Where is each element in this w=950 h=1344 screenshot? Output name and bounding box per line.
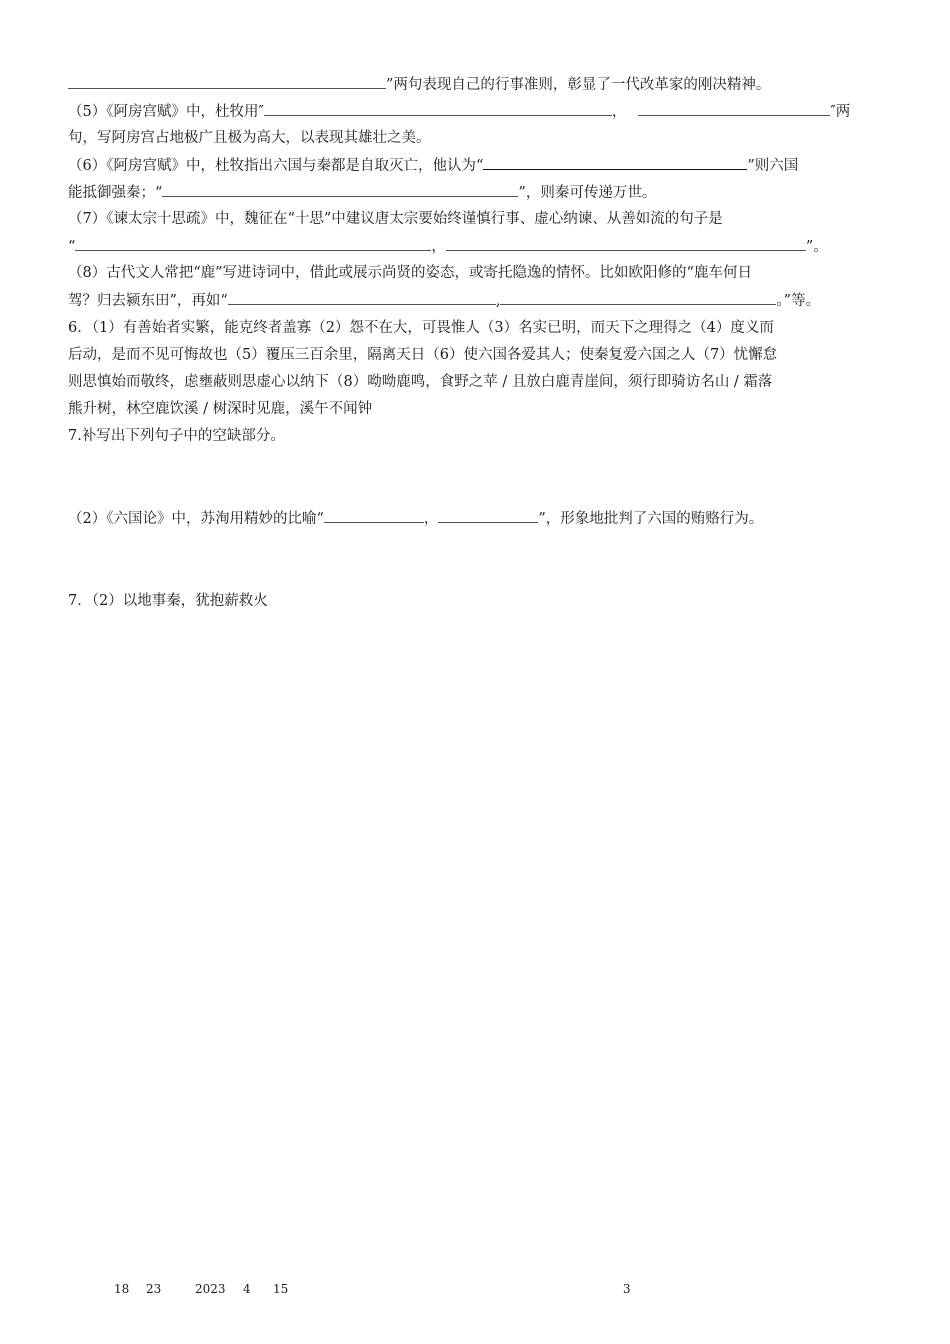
answer-blank[interactable] <box>638 101 830 116</box>
q7-heading: 7.补写出下列句子中的空缺部分。 <box>68 428 285 444</box>
q5-item-7 <box>68 209 723 229</box>
q5-item-5 <box>68 101 850 121</box>
answer-blank[interactable] <box>446 236 806 251</box>
answer-blank[interactable] <box>438 508 538 523</box>
q5-item-8-text: （8）古代文人常把“鹿”写进诗词中，借此或展示尚贤的姿态，或寄托隐逸的情怀。比如欧阳修的“鹿车何日 <box>68 265 752 281</box>
page-number: 3 <box>623 1282 631 1296</box>
q5-item-6-text: （6）《阿房宫赋》中，杜牧指出六国与秦都是自取灭亡，他认为“ <box>68 158 484 174</box>
q5-item-6 <box>68 155 798 175</box>
q7-item-2 <box>68 508 763 528</box>
answer-blank[interactable] <box>264 101 612 116</box>
answer-blank[interactable] <box>68 74 386 89</box>
footer-number-1: 18 <box>114 1282 130 1296</box>
q5-line-1-text: ”两句表现自己的行事准则，彰显了一代改革家的刚决精神。 <box>386 77 771 93</box>
answer-blank[interactable] <box>75 236 431 251</box>
q5-item-6-tail-2: ”，则秦可传递万世。 <box>518 185 657 201</box>
close-quote: 。”等。 <box>776 293 821 309</box>
open-quote: “ <box>68 239 76 255</box>
q5-item-5-text-2: 句，写阿房宫占地极广且极为高大，以表现其雄壮之美。 <box>68 130 431 146</box>
q5-line-1 <box>68 74 770 94</box>
q5-item-5-text: （5）《阿房宫赋》中，杜牧用″ <box>68 104 264 120</box>
comma: ， <box>431 239 446 255</box>
answer-6-line-2: 后动，是而不见可悔故也（5）覆压三百余里，隔离天日（6）使六国各爱其人；使秦复爱六国之人（7）忧懈怠 <box>68 347 778 363</box>
q5-item-7-text: （7）《谏太宗十思疏》中，魏征在“十思”中建议唐太宗要始终谨慎行事、虚心纳谏、从善如流的句子是 <box>68 211 723 227</box>
q5-item-5-line-2 <box>68 128 431 148</box>
answer-6-line-3: 则思慎始而敬终，虑壅蔽则思虚心以纳下（8）呦呦鹿鸣，食野之苹 / 且放白鹿青崖间，须行即骑访名山 / 霜落 <box>68 374 773 390</box>
q5-item-8-line-2 <box>68 290 820 310</box>
answer-6-line-1: 6．（1）有善始者实繁，能克终者盖寡（2）怨不在大，可畏惟人（3）名实已明，而天下之理得之（4）度义而 <box>68 320 774 336</box>
q5-item-7-line-2 <box>68 236 828 256</box>
q7-item-2-tail: ”，形象地批判了六国的贿赂行为。 <box>538 511 764 527</box>
answer-blank[interactable] <box>324 508 424 523</box>
q7-item-2-text: （2）《六国论》中，苏洵用精妙的比喻“ <box>68 511 324 527</box>
q5-item-8 <box>68 263 752 283</box>
close-quote: ”。 <box>805 239 828 255</box>
comma: , <box>495 293 501 309</box>
q5-item-6-text-2: 能抵御强秦；“ <box>68 185 163 201</box>
answer-blank[interactable] <box>483 155 747 170</box>
comma: ， <box>423 511 439 527</box>
footer-day: 15 <box>273 1282 289 1296</box>
answer-blank[interactable] <box>500 290 776 305</box>
answer-6-line-4: 熊升树，林空鹿饮溪 / 树深时见鹿，溪午不闻钟 <box>68 401 373 417</box>
answer-7: 7．（2）以地事秦，犹抱薪救火 <box>68 593 268 609</box>
footer-year: 2023 <box>195 1282 226 1296</box>
q5-item-8-text-2: 驾？归去颍东田”，再如“ <box>68 293 228 309</box>
q5-item-6-tail: ”则六国 <box>747 158 799 174</box>
footer-month: 4 <box>243 1282 251 1296</box>
comma: ， <box>611 104 627 120</box>
answer-blank[interactable] <box>162 182 518 197</box>
q5-item-5-tail: ″两 <box>830 104 851 120</box>
q5-item-6-line-2 <box>68 182 656 202</box>
footer-number-2: 23 <box>146 1282 162 1296</box>
answer-blank[interactable] <box>228 290 496 305</box>
